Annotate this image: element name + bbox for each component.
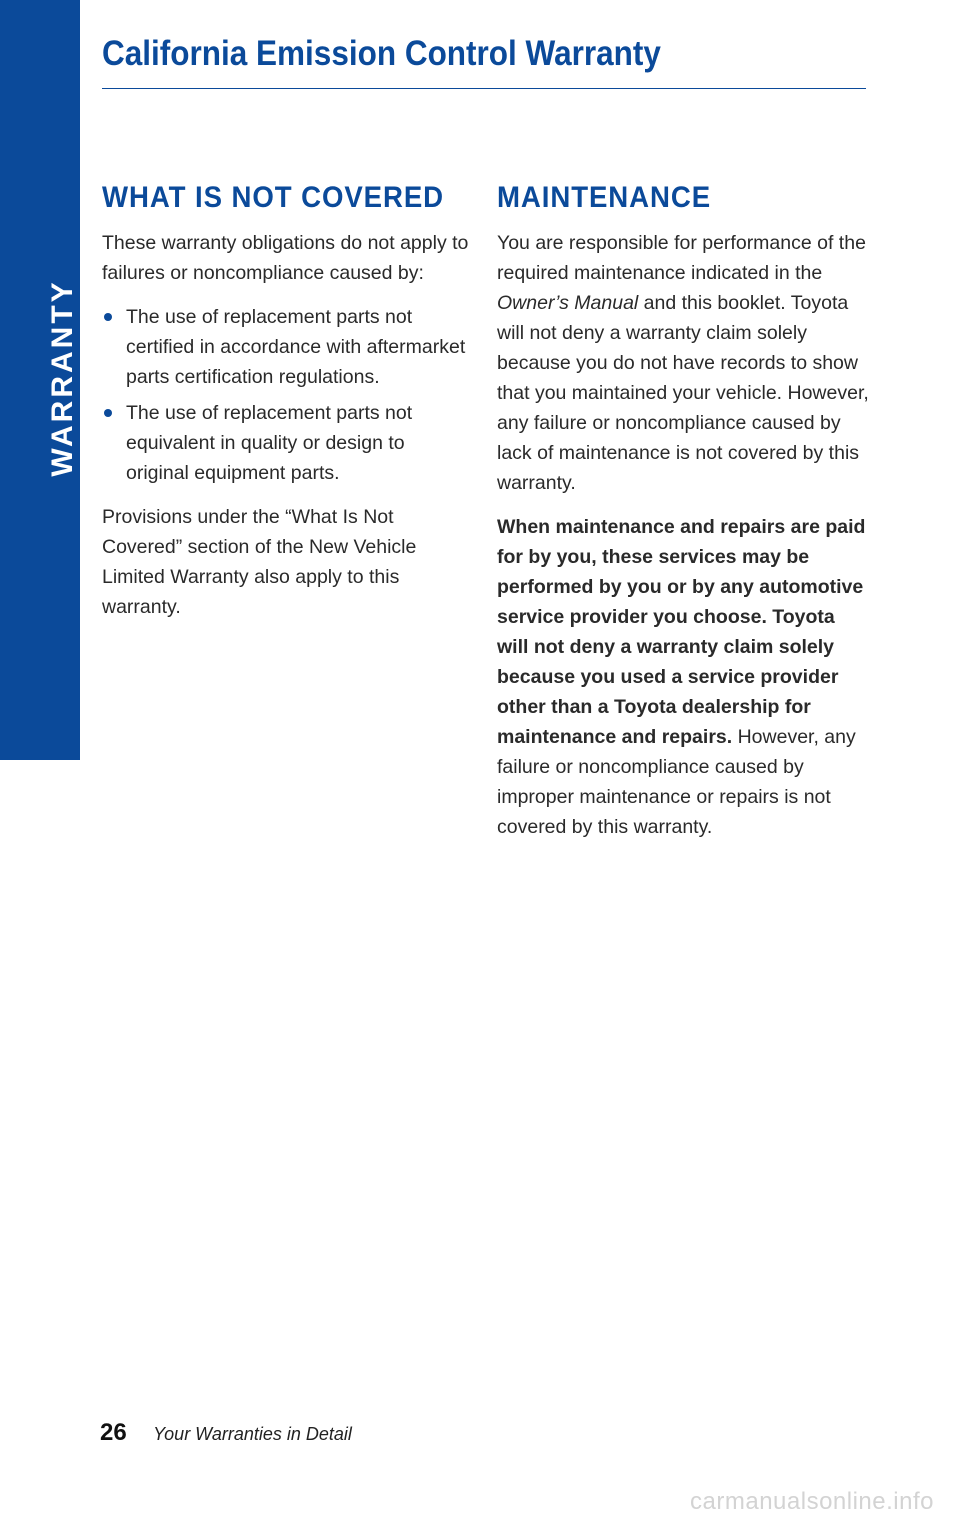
page-title: California Emission Control Warranty [102, 34, 661, 73]
not-covered-intro: These warranty obligations do not apply to failures or noncompliance caused by: [102, 232, 469, 284]
watermark: carmanualsonline.info [690, 1488, 934, 1515]
bullet-icon [104, 313, 112, 321]
maintenance-p1-text: You are responsible for performance of the required maintenance indicated in the [497, 232, 866, 284]
maintenance-p1-rest: and this booklet. Toyota will not deny a warranty claim solely because you do not have records to show that you maintained your vehicle. However, any failure or noncompliance caused by lack of maintenance is not covered by this warranty. [497, 292, 869, 494]
not-covered-section [102, 178, 472, 636]
list-item-text: The use of replacement parts not equivalent in quality or design to original equipment parts. [126, 402, 413, 484]
title-divider [102, 88, 866, 89]
list-item-text: The use of replacement parts not certified in accordance with aftermarket parts certification regulations. [126, 306, 466, 388]
footer-text: Your Warranties in Detail [153, 1424, 352, 1444]
side-tab-label: WARRANTY [46, 279, 79, 477]
maintenance-p2-rest: However, any failure or noncompliance caused by improper maintenance or repairs is not covered by this warranty. [497, 726, 856, 838]
not-covered-list [102, 302, 472, 488]
not-covered-heading: WHAT IS NOT COVERED [102, 181, 445, 214]
not-covered-closing: Provisions under the “What Is Not Covered” section of the New Vehicle Limited Warranty also apply to this warranty. [102, 506, 417, 618]
maintenance-paragraph-1 [497, 228, 869, 498]
side-tab [0, 0, 80, 760]
maintenance-section [497, 178, 869, 856]
page-footer [100, 1419, 352, 1447]
maintenance-p2-bold: When maintenance and repairs are paid for by you, these services may be performed by you or by any automotive service provider you choose. Toyota will not deny a warranty claim solely because you used a service provider other than a Toyota dealership for maintenance and repairs. [497, 516, 866, 748]
list-item [102, 398, 472, 488]
owners-manual-title: Owner’s Manual [497, 292, 639, 314]
maintenance-paragraph-2 [497, 512, 869, 842]
bullet-icon [104, 409, 112, 417]
maintenance-heading: MAINTENANCE [497, 181, 712, 214]
page-number: 26 [100, 1419, 127, 1446]
list-item [102, 302, 472, 392]
